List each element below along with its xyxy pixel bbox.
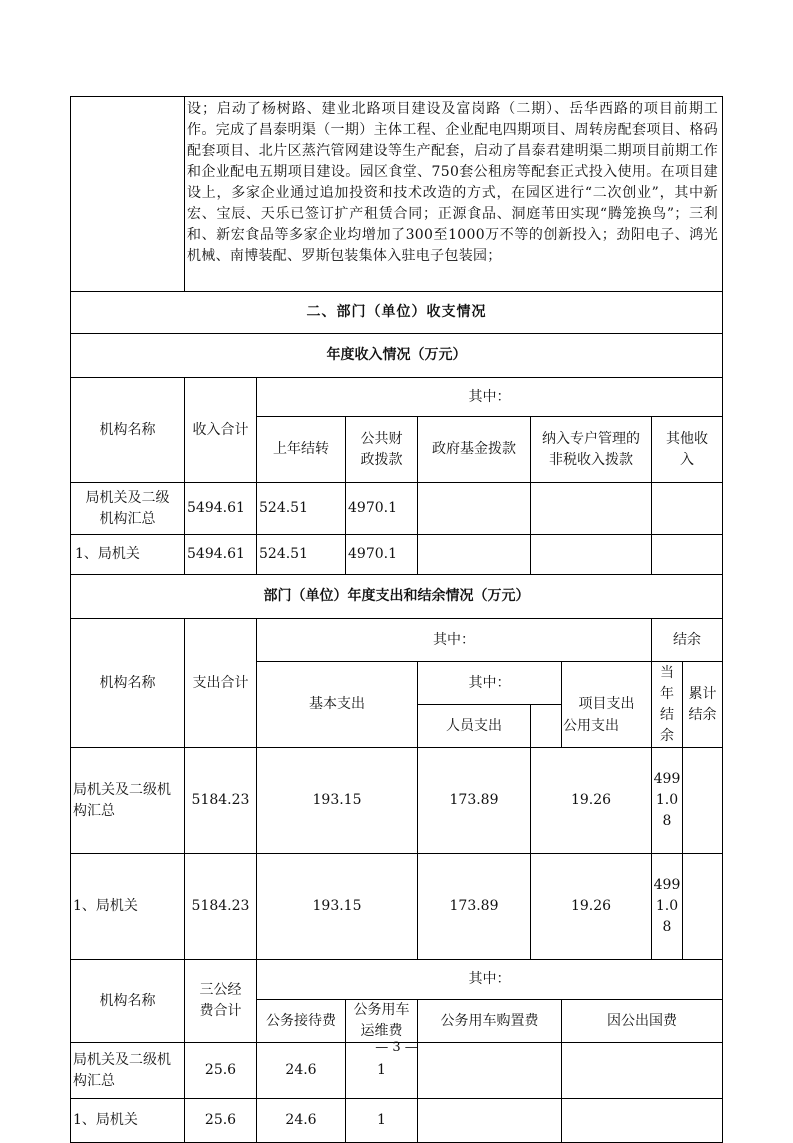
table-row <box>71 854 723 960</box>
income-row-fiscal: 4970.1 <box>346 483 418 535</box>
three-public-header-abroad: 因公出国费 <box>562 1000 723 1043</box>
expense-row-year-surplus <box>683 854 723 960</box>
income-row-total: 5494.61 <box>185 483 257 535</box>
expense-row-total: 5184.23 <box>185 748 257 854</box>
expense-row-year-surplus <box>683 748 723 854</box>
expense-row-org: 1、局机关 <box>71 854 185 960</box>
expense-header-staff: 人员支出 <box>418 705 531 748</box>
intro-row <box>71 97 723 292</box>
three-public-row-vehicle-ops: 1 <box>346 1099 418 1143</box>
intro-left-cell <box>71 97 185 292</box>
three-public-row-org: 1、局机关 <box>71 1099 185 1143</box>
three-public-row-reception: 24.6 <box>257 1043 346 1099</box>
three-public-row-vehicle-buy <box>418 1099 562 1143</box>
document-sheet <box>70 96 722 1143</box>
three-public-row-abroad <box>562 1099 723 1143</box>
expense-row-total: 5184.23 <box>185 854 257 960</box>
expense-header-project: 项目支出 <box>562 662 652 748</box>
income-title: 年度收入情况（万元） <box>71 334 723 378</box>
income-header-other: 其他收入 <box>652 417 723 483</box>
expense-row-public: 19.26 <box>531 748 652 854</box>
expense-header-of-which: 其中： <box>257 619 652 662</box>
table-row <box>71 1099 723 1143</box>
income-row-org: 1、局机关 <box>71 535 185 575</box>
expense-title: 部门（单位）年度支出和结余情况（万元） <box>71 575 723 619</box>
three-public-row-total: 25.6 <box>185 1043 257 1099</box>
income-header-of-which: 其中： <box>257 378 723 417</box>
three-public-header-total: 三公经费合计 <box>185 960 257 1043</box>
income-header-total: 收入合计 <box>185 378 257 483</box>
three-public-header-org: 机构名称 <box>71 960 185 1043</box>
income-header-carryover: 上年结转 <box>257 417 346 483</box>
income-header-special: 纳入专户管理的非税收入拨款 <box>531 417 652 483</box>
table-row <box>71 748 723 854</box>
expense-header-surplus: 结余 <box>652 619 723 662</box>
three-public-header-vehicle-ops: 公务用车运维费 <box>346 1000 418 1043</box>
expense-row-public: 19.26 <box>531 854 652 960</box>
section-title: 二、部门（单位）收支情况 <box>71 292 723 334</box>
expense-header-of-which-2: 其中： <box>418 662 562 705</box>
three-public-header-vehicle-buy: 公务用车购置费 <box>418 1000 562 1043</box>
income-header-fiscal: 公共财政拨款 <box>346 417 418 483</box>
expense-row-basic: 193.15 <box>257 854 418 960</box>
income-row-carryover: 524.51 <box>257 483 346 535</box>
income-row-other <box>652 483 723 535</box>
three-public-row-total: 25.6 <box>185 1099 257 1143</box>
income-row-special <box>531 483 652 535</box>
page-number: — 3 — <box>375 1040 418 1055</box>
expense-header-year-surplus: 当年结余 <box>652 662 683 748</box>
three-public-row-org: 局机关及二级机构汇总 <box>71 1043 185 1099</box>
expense-row-basic: 193.15 <box>257 748 418 854</box>
income-row-other <box>652 535 723 575</box>
income-header-fund: 政府基金拨款 <box>418 417 531 483</box>
income-row-special <box>531 535 652 575</box>
income-row-total: 5494.61 <box>185 535 257 575</box>
income-row-org: 局机关及二级机构汇总 <box>71 483 185 535</box>
expense-header-org: 机构名称 <box>71 619 185 748</box>
expense-header-public: 公用支出 <box>531 705 652 748</box>
three-public-header-of-which: 其中： <box>257 960 723 1000</box>
income-row-fund <box>418 535 531 575</box>
income-header-org: 机构名称 <box>71 378 185 483</box>
intro-paragraph: 设；启动了杨树路、建业北路项目建设及富岗路（二期）、岳华西路的项目前期工作。完成了昌泰明渠（一期）主体工程、企业配电四期项目、周转房配套项目、格码配套项目、北片区蒸汽管网建设等生产配套，启动了昌泰君建明渠二期项目前期工作和企业配电五期项目建设。园区食堂、750套公租房等配套正式投入使用。在项目建设上，多家企业通过追加投资和技术改造的方式，在园区进行“二次创业”，其中新宏、宝辰、天乐已签订扩产租赁合同；正源食品、洞庭苇田实现“腾笼换鸟”；三利和、新宏食品等多家企业均增加了300至1000万不等的创新投入；劲阳电子、鸿光机械、南博装配、罗斯包装集体入驻电子包装园； <box>185 97 723 292</box>
three-public-header-reception: 公务接待费 <box>257 1000 346 1043</box>
budget-table <box>70 96 723 1143</box>
expense-row-staff: 173.89 <box>418 854 531 960</box>
three-public-row-reception: 24.6 <box>257 1099 346 1143</box>
expense-row-org: 局机关及二级机构汇总 <box>71 748 185 854</box>
expense-row-staff: 173.89 <box>418 748 531 854</box>
table-row <box>71 535 723 575</box>
income-row-fund <box>418 483 531 535</box>
table-row <box>71 483 723 535</box>
three-public-row-vehicle-ops: 1 <box>346 1043 418 1099</box>
expense-header-basic: 基本支出 <box>257 662 418 748</box>
expense-row-project: 4991.08 <box>652 854 683 960</box>
expense-row-project: 4991.08 <box>652 748 683 854</box>
income-row-carryover: 524.51 <box>257 535 346 575</box>
expense-header-cum-surplus: 累计结余 <box>683 662 723 748</box>
income-row-fiscal: 4970.1 <box>346 535 418 575</box>
expense-header-total: 支出合计 <box>185 619 257 748</box>
